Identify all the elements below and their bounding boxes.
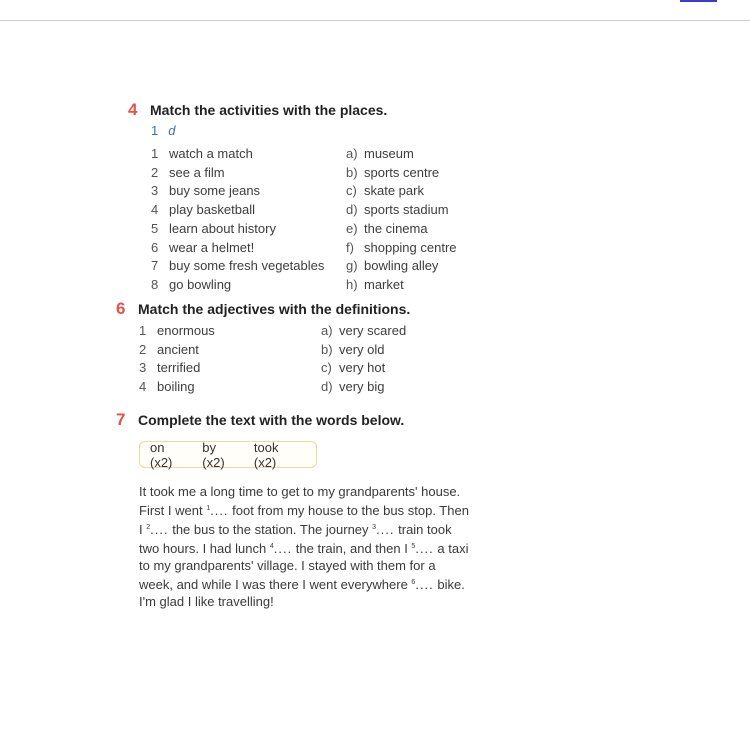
item-text: market [364,276,404,292]
gap-number: 5 [411,543,416,550]
item-number: g) [346,258,358,274]
item-number: 5 [151,220,159,236]
item-text: very hot [339,360,386,376]
item-number: 1 [139,323,147,338]
item-number: 7 [151,258,159,274]
gap-number: 3 [372,524,377,531]
ex6-left-item [139,360,200,375]
item-text: wear a helmet! [169,239,255,255]
item-text: boiling [157,379,195,395]
exercise-7-title: Complete the text with the words below. [138,412,405,428]
item-text: very old [339,341,385,357]
item-number: d) [321,379,333,395]
ex4-right-item [346,240,457,255]
gap-number: 1 [206,505,211,512]
gap-number: 2 [146,524,151,531]
ex6-left-item [139,379,195,394]
item-number: 3 [139,360,147,376]
item-text: buy some jeans [169,183,261,199]
top-divider [0,20,750,21]
item-text: terrified [157,360,201,376]
item-number: 4 [151,202,159,218]
word-box [139,441,317,468]
ex4-right-item [346,202,449,217]
ex4-right-item [346,183,424,198]
ex4-right-item [346,165,439,180]
exercise-4-number: 4 [128,100,138,119]
exercise-4-heading [128,100,387,120]
item-text: play basketball [169,202,255,218]
item-text: ancient [157,341,199,357]
gap-3: .... [376,522,395,537]
ex6-right-item [321,379,385,394]
exercise-7-number: 7 [116,410,126,429]
item-text: buy some fresh vegetables [169,258,325,274]
text-segment: bike. I'm glad I like travelling! [139,577,465,609]
text-segment: It took me a long time to get to my grandparents' house. First I went [139,484,461,518]
item-text: the cinema [364,220,428,236]
ex4-left-item [151,183,260,198]
item-number: h) [346,276,358,292]
ex4-left-item [151,165,225,180]
item-number: d) [346,202,358,218]
ex6-right-item [321,323,406,338]
item-number: 4 [139,379,147,395]
item-text: skate park [364,183,424,199]
item-text: go bowling [169,276,232,292]
text-segment: the bus to the station. The journey [168,522,373,537]
word-took: took (x2) [253,439,279,470]
word-on: on (x2) [150,439,173,470]
item-number: c) [321,360,332,376]
gap-1: .... [210,503,229,518]
text-segment: the train, and then I [292,541,412,556]
text-segment: foot from my house to the bus stop. Then I [139,503,469,537]
item-text: very scared [339,323,407,338]
item-text: watch a match [169,146,253,161]
exercise-4-title: Match the activities with the places. [150,102,388,118]
item-text: see a film [169,164,225,180]
gap-6: .... [415,577,434,592]
ex4-right-item [346,277,404,292]
item-number: 1 [151,146,159,161]
ex6-left-item [139,323,215,338]
ex4-left-item [151,277,231,292]
item-number: 2 [139,341,147,357]
text-segment: a taxi to my grandparents' village. I stayed with them for a week, and while I was there I went everywhere [139,541,469,592]
gap-4: .... [273,541,293,556]
ex6-right-item [321,342,385,357]
item-number: f) [346,239,354,255]
gap-2: .... [150,522,169,537]
item-number: a) [321,323,333,338]
ex4-right-item [346,258,438,273]
text-segment: train took two hours. I had lunch [139,522,452,556]
exercise-6-title: Match the adjectives with the definitions. [138,301,411,317]
ex4-left-item [151,258,324,273]
ex4-left-item [151,146,253,161]
item-text: sports stadium [364,202,449,218]
item-number: 2 [151,164,159,180]
item-text: learn about history [169,220,276,236]
item-text: shopping centre [364,239,457,255]
word-by: by (x2) [202,439,225,470]
gap-number: 6 [411,579,416,586]
ex4-left-item [151,221,276,236]
ex4-right-item [346,146,414,161]
gap-number: 4 [269,543,274,550]
ex4-left-item [151,202,255,217]
item-number: b) [321,341,333,357]
example-answer: d [168,123,176,138]
item-number: 3 [151,183,159,199]
top-corner-mark [680,0,717,2]
item-text: bowling alley [364,258,439,274]
item-text: enormous [157,323,215,338]
item-text: museum [364,146,414,161]
example-number: 1 [151,123,159,138]
item-number: e) [346,220,358,236]
ex6-left-item [139,342,199,357]
exercise-4-example [151,123,175,138]
item-number: 6 [151,239,159,255]
gap-5: .... [415,541,434,556]
ex4-left-item [151,240,254,255]
gap-fill-text [139,483,469,610]
exercise-7-heading [116,410,404,430]
item-text: sports centre [364,164,440,180]
exercise-6-heading [116,299,410,319]
ex4-right-item [346,221,428,236]
item-number: 8 [151,276,159,292]
item-text: very big [339,379,385,395]
item-number: c) [346,183,357,199]
item-number: b) [346,164,358,180]
exercise-6-number: 6 [116,299,126,318]
item-number: a) [346,146,358,161]
ex6-right-item [321,360,385,375]
